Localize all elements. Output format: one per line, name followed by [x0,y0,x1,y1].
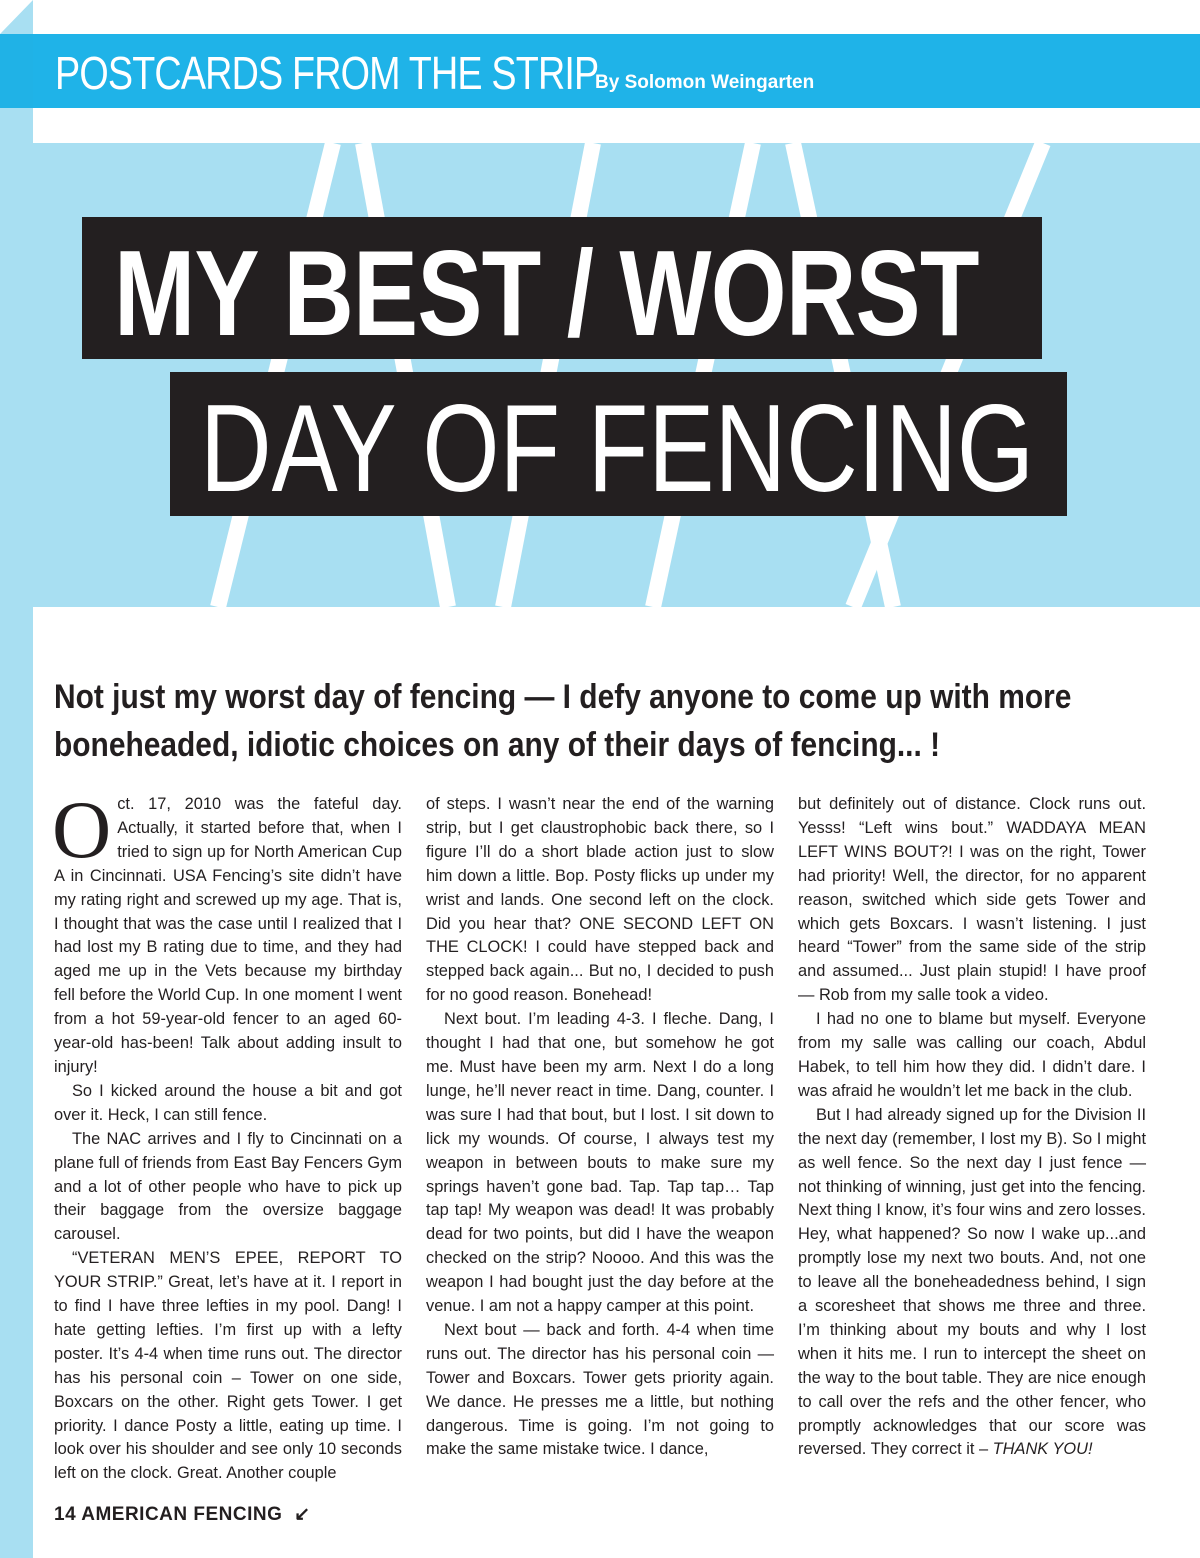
paragraph: of steps. I wasn’t near the end of the warning strip, but I get claustrophobic back there, so I figure I’ll do a short blade action just to slow him down a little. Bop. Posty flicks up under my wrist and lands. One second left on the clock. Did you hear that? ONE SECOND LEFT ON THE CLOCK! I could have stepped back and stepped back again... But no, I decided to push for no good reason. Bonehead! [426,795,774,1005]
article-column-2 [426,793,774,1462]
series-title: POSTCARDS FROM THE STRIP [55,47,599,99]
page-footer [54,1503,311,1526]
paragraph: Next bout — back and forth. 4-4 when time runs out. The director has his personal coin — Tower and Boxcars. Tower gets priority again. We dance. He presses me a little, but nothing dangerous. Time is going. I’m not going to make the same mistake twice. I dance, [426,1320,774,1459]
paragraph: but definitely out of distance. Clock runs out. Yesss! “Left wins bout.” WADDAYA MEAN LEFT WINS BOUT?! I was on the right, Tower had priority! Well, the director, for no apparent reason, switched which side gets Tower and which gets Boxcars. I wasn’t listening. I just heard “Tower” from the same side of the strip and assumed... Just plain stupid! I have proof — Rob from my salle took a video. [798,795,1146,1005]
article-column-1 [52,784,402,1486]
headline-line-1: MY BEST / WORST [114,225,979,361]
byline: By Solomon Weingarten [595,72,815,93]
paragraph: But I had already signed up for the Division II the next day (remember, I lost my B). So I might as well fence. So the next day I just fence — not thinking of winning, just get into the fencing. Next thing I know, it’s four wins and zero losses. Hey, what happened? So now I wake up...and promptly lose my next two bouts. And, not one to leave all the boneheadedness behind, I sign a scoresheet that shows me three and three. I’m thinking about my bouts and why I lost when it hits me. I run to intercept the sheet on the way to the bout table. They are nice enough to call over the refs and the other fencer, who promptly acknowledges that our score was reversed. They correct it – THANK YOU! [798,1105,1146,1459]
left-accent-notch [0,0,33,34]
article-column-3 [798,793,1146,1462]
paragraph: I had no one to blame but myself. Everyone from my salle was calling our coach, Abdul Habek, to tell him how they did. I didn’t dare. I was afraid he wouldn’t let me back in the club. [798,1010,1146,1100]
paragraph: The NAC arrives and I fly to Cincinnati on a plane full of friends from East Bay Fencers Gym and a lot of other people who have to pick up their baggage from the oversize baggage carousel. [54,1129,402,1244]
headline-line-2: DAY OF FENCING [200,380,1035,518]
page-number: 14 [54,1504,77,1525]
paragraph: Oct. 17, 2010 was the fateful day. Actually, it started before that, when I tried to sign up for North American Cup A in Cincinnati. USA Fencing’s site didn’t have my rating right and screwed up my age. That is, I thought that was the case until I realized that I had lost my B rating due to time, and they had aged me up in the Vets because my birthday fell before the World Cup. In one moment I went from a hot 59-year-old fencer to an aged 60-year-old has-been! Talk about adding insult to injury! [52,784,402,1076]
left-accent-bar-dark [0,34,33,108]
paragraph: Next bout. I’m leading 4-3. I fleche. Dang, I thought I had that one, but somehow he got me. Must have been my arm. Next I do a long lunge, he’ll never react in time. Dang, counter. I was sure I had that bout, but I lost. I sit down to lick my wounds. Of course, I always test my weapon in between bouts to make sure my springs haven’t gone bad. Tap. Tap tap… Tap tap tap! My weapon was dead! It was probably dead for two points, but did I have the weapon checked on the strip? Noooo. And this was the weapon I had bought just the day before at the venue. I am not a happy camper at this point. [426,1010,774,1316]
drop-cap: O [52,784,112,875]
deck-subheading [54,673,1154,769]
arrow-down-left-icon: ↙ [294,1504,311,1525]
left-accent-bar [0,0,33,1558]
headline-line-1-box [82,217,1042,359]
paragraph: “VETERAN MEN’S EPEE, REPORT TO YOUR STRIP.” Great, let’s have at it. I report in to find I have three lefties in my pool. Dang! I hate getting lefties. I’m first up with a lefty poster. It’s 4-4 when time runs out. The director has his personal coin – Tower on one side, Boxcars on the other. Right gets Tower. I get priority. I dance Posty a little, eating up time. I look over his shoulder and see only 10 seconds left on the clock. Great. Another couple [54,1249,402,1483]
magazine-name: AMERICAN FENCING [81,1504,283,1525]
headline-line-2-box [170,372,1067,516]
deck-line-1: Not just my worst day of fencing — I defy anyone to come up with more [54,678,1072,716]
paragraph: So I kicked around the house a bit and got over it. Heck, I can still fence. [54,1081,402,1124]
closing-italic: THANK YOU! [992,1440,1093,1459]
deck-line-2: boneheaded, idiotic choices on any of their days of fencing... ! [54,726,941,764]
section-header [33,34,1200,108]
